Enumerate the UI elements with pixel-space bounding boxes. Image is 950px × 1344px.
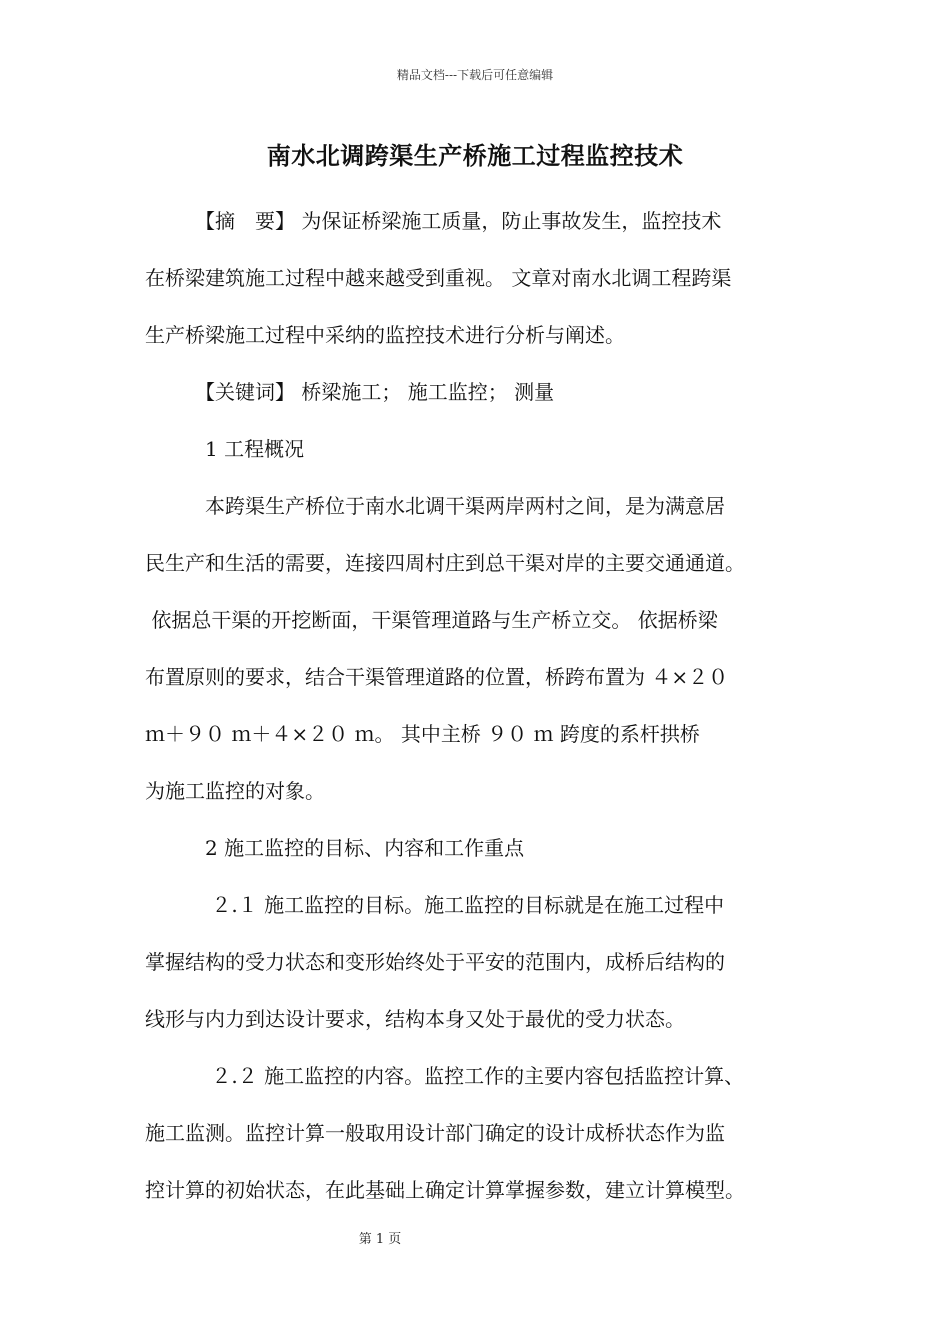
paragraph-line: ｍ＋９０ ｍ＋４×２０ ｍ。 其中主桥 ９０ ｍ 跨度的系杆拱桥 <box>145 722 700 746</box>
paragraph-line: ２.１ 施工监控的目标。施工监控的目标就是在施工过程中 <box>145 893 725 917</box>
paragraph-line: 本跨渠生产桥位于南水北调干渠两岸两村之间，是为满意居 <box>145 494 725 518</box>
paragraph-line: 控计算的初始状态，在此基础上确定计算掌握参数，建立计算模型。 <box>145 1178 745 1202</box>
paragraph-line: 布置原则的要求，结合干渠管理道路的位置，桥跨布置为 ４×２０ <box>145 665 729 689</box>
section-1-heading: 1 工程概况 <box>145 437 305 461</box>
paragraph-line: 为施工监控的对象。 <box>145 779 325 803</box>
page-number: 第 1 页 <box>358 1232 402 1247</box>
paragraph-line: 线形与内力到达设计要求，结构本身又处于最优的受力状态。 <box>145 1007 685 1031</box>
keywords-line: 【关键词】 桥梁施工； 施工监控； 测量 <box>145 380 555 404</box>
section-2-heading: 2 施工监控的目标、内容和工作重点 <box>145 836 525 860</box>
paragraph-line: 掌握结构的受力状态和变形始终处于平安的范围内，成桥后结构的 <box>145 950 725 974</box>
paragraph-line: ２.２ 施工监控的内容。监控工作的主要内容包括监控计算、 <box>145 1064 745 1088</box>
paragraph-line: 施工监测。监控计算一般取用设计部门确定的设计成桥状态作为监 <box>145 1121 725 1145</box>
abstract-line-2: 在桥梁建筑施工过程中越来越受到重视。 文章对南水北调工程跨渠 <box>145 266 732 290</box>
paragraph-line: 民生产和生活的需要，连接四周村庄到总干渠对岸的主要交通通道。 <box>145 551 745 575</box>
paragraph-line: 依据总干渠的开挖断面，干渠管理道路与生产桥立交。 依据桥梁 <box>145 608 718 632</box>
document-title: 南水北调跨渠生产桥施工过程监控技术 <box>266 141 684 170</box>
header-note: 精品文档---下载后可任意编辑 <box>396 68 554 82</box>
abstract-line-1: 【摘 要】 为保证桥梁施工质量，防止事故发生，监控技术 <box>145 209 722 233</box>
abstract-line-3: 生产桥梁施工过程中采纳的监控技术进行分析与阐述。 <box>145 323 625 347</box>
